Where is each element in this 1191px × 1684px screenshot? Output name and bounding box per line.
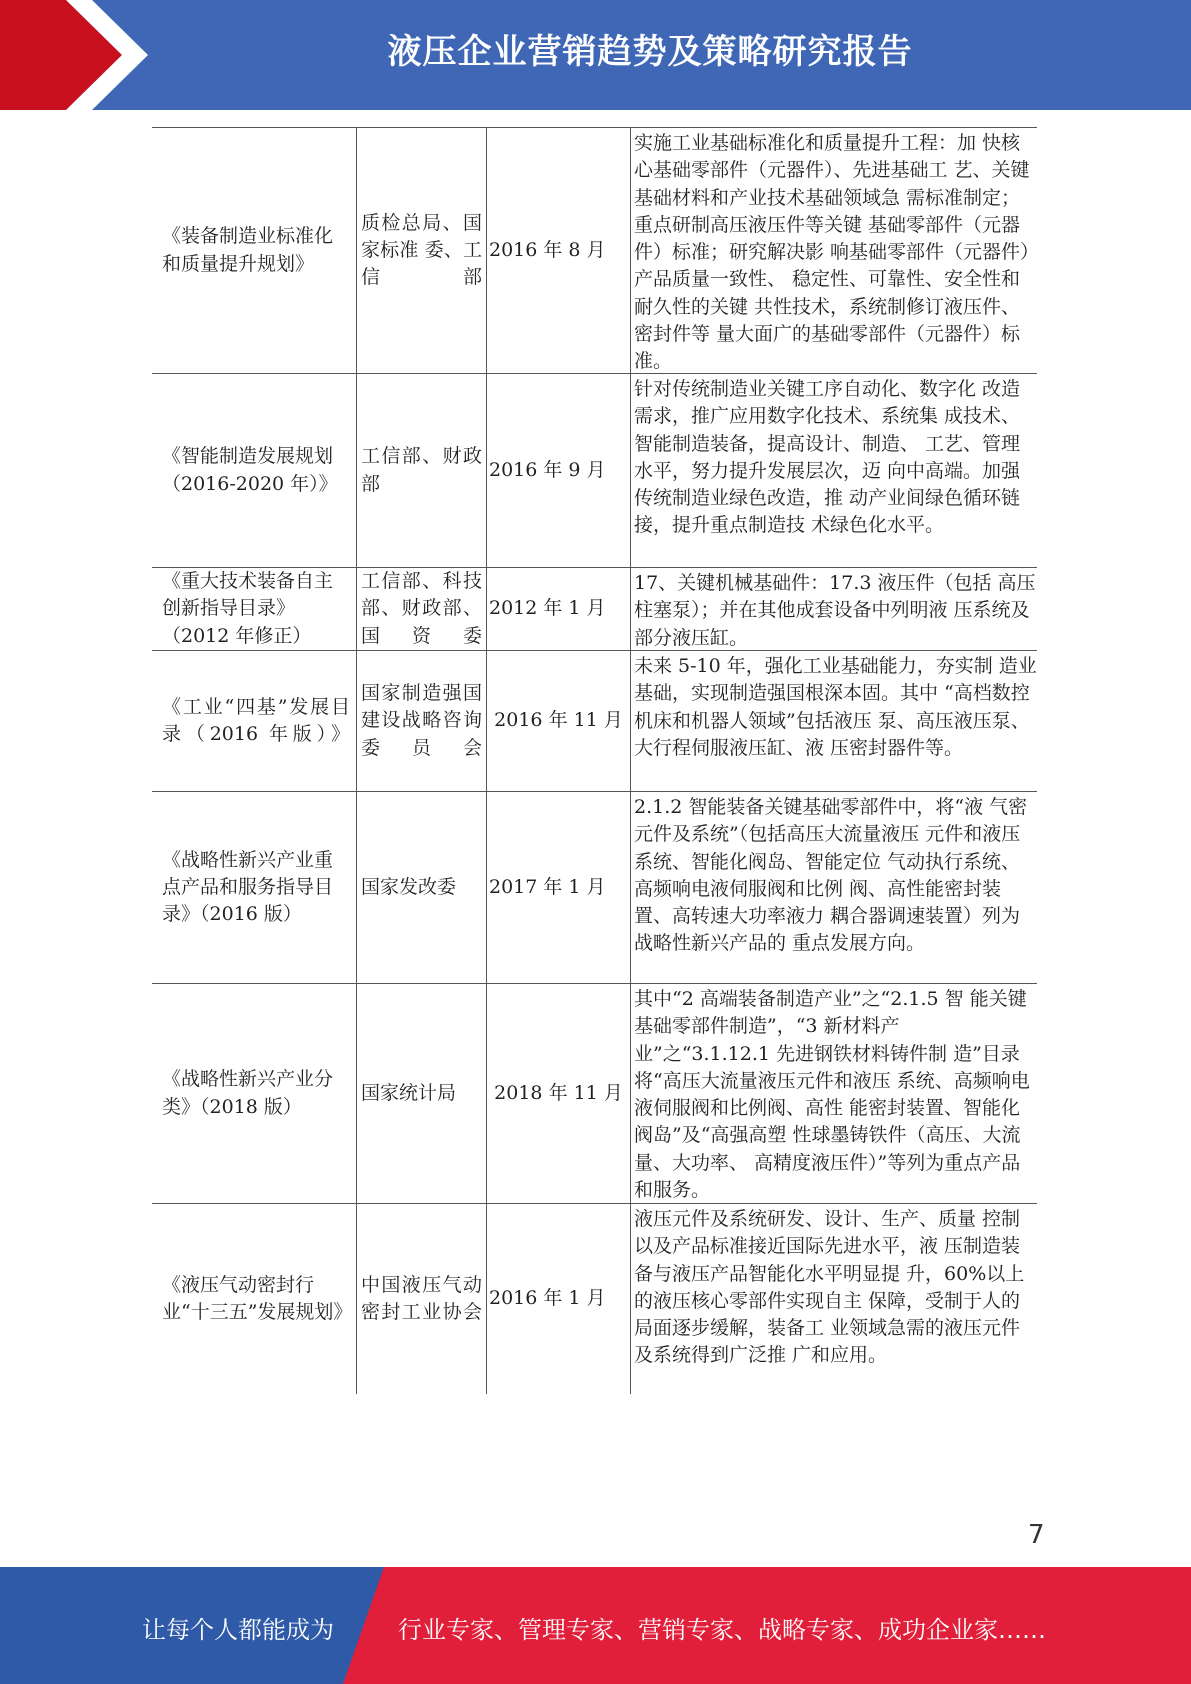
- date-cell: 2012 年 1 月: [486, 568, 630, 650]
- issuer-cell: 国家发改委: [356, 792, 486, 983]
- policy-name-cell: 《液压气动密封行业“十三五”发展规划》: [162, 1273, 353, 1323]
- issuer-cell: 工信部、财政部: [356, 374, 486, 567]
- policy-name-cell: 《战略性新兴产业分类》（2018 版）: [162, 1068, 334, 1118]
- policy-name-cell: 《装备制造业标准化和质量提升规划》: [162, 225, 334, 275]
- header-arrow-decoration: [0, 0, 160, 110]
- table-row: [152, 792, 1037, 984]
- table-row: [152, 568, 1037, 651]
- footer-banner: [0, 1567, 1191, 1684]
- report-title: 液压企业营销趋势及策略研究报告: [387, 32, 913, 72]
- content-cell: 实施工业基础标准化和质量提升工程：加 快核心基础零部件（元器件）、先进基础工 艺、关键基础材料和产业技术基础领域急 需标准制定；重点研制高压液压件等关键 基础零部件（元器件）标准；研究解决影 响基础零部件（元器件）产品质量一致性、 稳定性、可靠性、安全性和耐久性的关键 共性技术，系统制修订液压件、密封件等 量大面广的基础零部件（元器件）标准。: [630, 128, 1037, 373]
- header-bar: [0, 0, 1191, 110]
- table-row: [152, 128, 1037, 374]
- issuer-cell: 国家制造强国建设战略咨询委员会: [356, 651, 486, 791]
- issuer-cell: 国家统计局: [356, 984, 486, 1203]
- issuer-cell: 质检总局、国家标准 委、工信部: [356, 128, 486, 373]
- issuer-cell: 中国液压气动密封工业协会: [356, 1204, 486, 1394]
- date-cell: 2016 年 8 月: [486, 128, 630, 373]
- table-row: [152, 651, 1037, 792]
- date-cell: 2017 年 1 月: [486, 792, 630, 983]
- date-cell: 2016 年 1 月: [486, 1204, 630, 1394]
- footer-slogan-right: 行业专家、管理专家、营销专家、战略专家、成功企业家……: [398, 1616, 1046, 1644]
- table-row: [152, 984, 1037, 1204]
- content-cell: 2.1.2 智能装备关键基础零部件中，将“液 气密元件及系统”（包括高压大流量液压 元件和液压系统、智能化阀岛、智能定位 气动执行系统、高频响电液伺服阀和比例 阀、高性能密封装置、高转速大功率液力 耦合器调速装置）列为战略性新兴产品的 重点发展方向。: [630, 792, 1037, 983]
- policy-name-cell: 《工业“四基”发展目录（2016 年版）》: [162, 695, 350, 745]
- issuer-cell: 工信部、科技部、财政部、国资委: [356, 568, 486, 650]
- policy-name-cell: 《重大技术装备自主创新指导目录》（2012 年修正）: [162, 570, 334, 647]
- content-cell: 其中“2 高端装备制造产业”之“2.1.5 智 能关键基础零部件制造”，“3 新材料产 业”之“3.1.12.1 先进钢铁材料铸件制 造”目录将“高压大流量液压元件和液压 系统、高频响电液伺服阀和比例阀、高性 能密封装置、智能化阀岛”及“高强高塑 性球墨铸铁件（高压、大流量、大功率、 高精度液压件）”等列为重点产品和服务。: [630, 984, 1037, 1203]
- date-cell: 2016 年 11 月: [486, 651, 630, 791]
- footer-slogan-left: 让每个人都能成为: [142, 1616, 334, 1644]
- content-cell: 17、关键机械基础件：17.3 液压件（包括 高压柱塞泵）；并在其他成套设备中列明液 压系统及部分液压缸。: [630, 568, 1037, 650]
- table-row: [152, 1204, 1037, 1394]
- content-cell: 液压元件及系统研发、设计、生产、质量 控制以及产品标准接近国际先进水平，液 压制造装备与液压产品智能化水平明显提 升，60%以上的液压核心零部件实现自主 保障，受制于人的局面逐步缓解，装备工 业领域急需的液压元件及系统得到广泛推 广和应用。: [630, 1204, 1037, 1394]
- policy-name-cell: 《战略性新兴产业重点产品和服务指导目录》（2016 版）: [162, 848, 334, 926]
- page-number: 7: [1028, 1520, 1045, 1550]
- policy-name-cell: 《智能制造发展规划（2016-2020 年）》: [162, 445, 338, 495]
- content-cell: 未来 5-10 年，强化工业基础能力，夯实制 造业基础，实现制造强国根深本固。其中 “高档数控机床和机器人领域”包括液压 泵、高压液压泵、大行程伺服液压缸、液 压密封器件等。: [630, 651, 1037, 791]
- table-row: [152, 374, 1037, 568]
- content-cell: 针对传统制造业关键工序自动化、数字化 改造需求，推广应用数字化技术、系统集 成技术、智能制造装备，提高设计、制造、 工艺、管理水平，努力提升发展层次，迈 向中高端。加强传统制造业绿色改造，推 动产业间绿色循环链接，提升重点制造技 术绿色化水平。: [630, 374, 1037, 567]
- date-cell: 2016 年 9 月: [486, 374, 630, 567]
- date-cell: 2018 年 11 月: [486, 984, 630, 1203]
- policy-table: [152, 127, 1037, 1394]
